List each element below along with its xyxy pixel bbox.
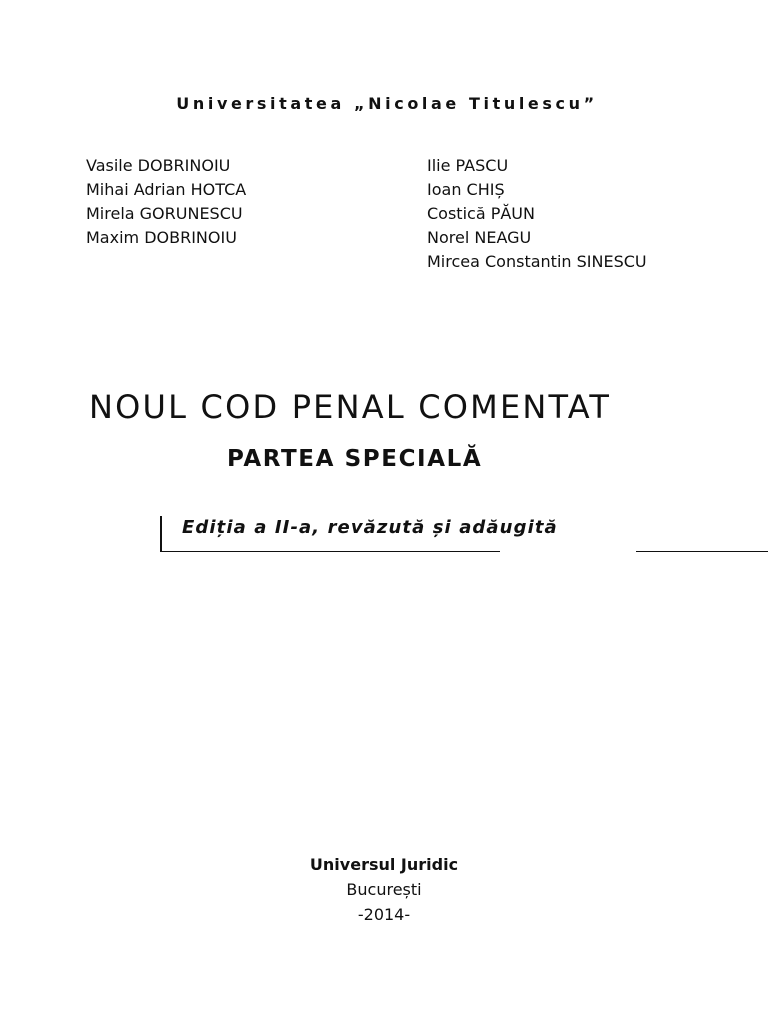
book-subtitle: PARTEA SPECIALĂ: [227, 446, 483, 472]
publisher-block: [0, 852, 768, 927]
authors-list-right: [427, 154, 647, 274]
author-name: Vasile DOBRINOIU: [86, 156, 231, 175]
book-title: NOUL COD PENAL COMENTAT: [89, 388, 612, 426]
edition-vertical-rule: [160, 516, 162, 552]
edition-horizontal-rule: [160, 551, 768, 553]
authors-list-left: [86, 154, 246, 250]
author-name: Ioan CHIȘ: [427, 180, 505, 199]
university-name: Universitatea „Nicolae Titulescu”: [176, 94, 598, 113]
edition-label: Ediția a II-a, revăzută și adăugită: [182, 517, 558, 538]
author-name: Costică PĂUN: [427, 204, 535, 223]
author-name: Norel NEAGU: [427, 228, 532, 247]
publication-year: -2014-: [357, 905, 411, 924]
author-name: Mihai Adrian HOTCA: [86, 180, 247, 199]
publisher-city: București: [346, 880, 422, 899]
author-name: Mirela GORUNESCU: [86, 204, 243, 223]
edition-rule-gap: [500, 548, 636, 552]
edition-block: [160, 516, 768, 552]
author-name: Mircea Constantin SINESCU: [427, 252, 647, 271]
author-name: Ilie PASCU: [427, 156, 509, 175]
author-name: Maxim DOBRINOIU: [86, 228, 237, 247]
publisher-name: Universul Juridic: [309, 855, 459, 874]
